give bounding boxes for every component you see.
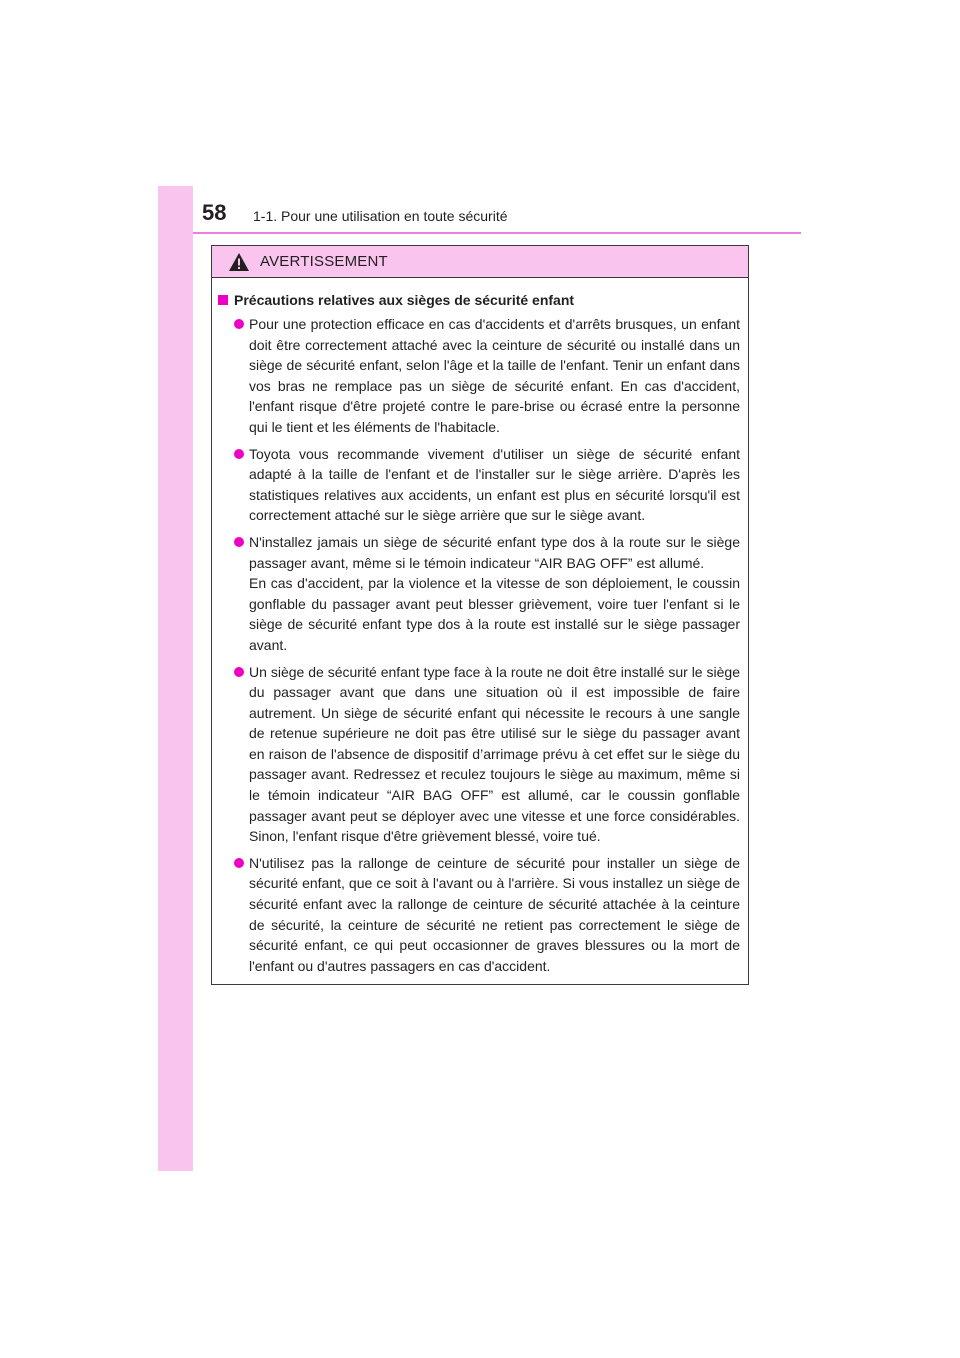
item-text [249,532,740,656]
bullet-dot-icon [234,449,244,459]
paragraph: Toyota vous recommande vivement d'utiliser un siège de sécurité enfant adapté à la taille de l'enfant et de l'installer sur le siège arrière. D'après les statistiques relatives aux accidents, un enfant est plus en sécurité lorsqu'il est correctement attaché sur le siège arrière que sur le siège avant. [249,445,740,524]
warning-box [211,245,749,985]
item-text [249,853,740,977]
list-item [218,532,740,656]
bullet-dot-icon [234,319,244,329]
square-bullet-icon [218,295,228,305]
warning-header [212,246,748,278]
list-item [218,314,740,438]
list-item [218,444,740,526]
paragraph: N'installez jamais un siège de sécurité enfant type dos à la route sur le siège passager avant, même si le témoin indicateur “AIR BAG OFF” est allumé. [249,533,740,571]
list-item [218,662,740,847]
warning-label: AVERTISSEMENT [260,253,388,270]
item-text [249,444,740,526]
bullet-dot-icon [234,858,244,868]
side-tab [158,186,193,1171]
warning-body [212,278,748,976]
header-rule [193,232,801,234]
paragraph: Pour une protection efficace en cas d'accidents et d'arrêts brusques, un enfant doit être correctement attaché avec la ceinture de sécurité ou installé dans un siège de sécurité enfant, selon l'âge et la taille de l'enfant. Tenir un enfant dans vos bras ne remplace pas un siège de sécurité enfant. En cas d'accident, l'enfant risque d'être projeté contre le pare-brise ou écrasé entre la personne qui le tient et les éléments de l'habitacle. [249,316,740,435]
list-item [218,853,740,977]
warning-triangle-icon [228,252,250,272]
paragraph: N'utilisez pas la rallonge de ceinture de sécurité pour installer un siège de sécurité enfant, que ce soit à l'avant ou à l'arrière. Si vous installez un siège de sécurité enfant avec la rallonge de ceinture de sécurité attachée à la ceinture de sécurité, la ceinture de sécurité ne retient pas correctement le siège de sécurité enfant, ce qui peut occasionner de graves blessures ou la mort de l'enfant ou d'autres passagers en cas d'accident. [249,854,740,974]
item-text [249,662,740,847]
subheading-text: Précautions relatives aux sièges de sécurité enfant [234,292,575,308]
warning-subheading [218,290,740,310]
paragraph: Un siège de sécurité enfant type face à la route ne doit être installé sur le siège du passager avant que dans une situation où il est impossible de faire autrement. Un siège de sécurité enfant qui nécessite le recours à une sangle de retenue supérieure ne doit pas être utilisé sur le siège du passager avant en raison de l'absence de dispositif d’arrimage prévu à cet effet sur le siège du passager avant. Redressez et reculez toujours le siège au maximum, même si le témoin indicateur “AIR BAG OFF” est allumé, car le coussin gonflable passager avant peut se déployer avec une vitesse et une force considérables. Sinon, l'enfant risque d'être grièvement blessé, voire tué. [249,663,740,845]
bullet-dot-icon [234,667,244,677]
page-number: 58 [202,200,227,225]
paragraph: En cas d'accident, par la violence et la vitesse de son déploiement, le coussin gonflable du passager avant peut blesser grièvement, voire tuer l'enfant si le siège de sécurité enfant type dos à la route est installé sur le siège passager avant. [249,575,740,653]
section-title: 1-1. Pour une utilisation en toute sécurité [253,208,508,224]
item-text [249,314,740,438]
bullet-dot-icon [234,537,244,547]
